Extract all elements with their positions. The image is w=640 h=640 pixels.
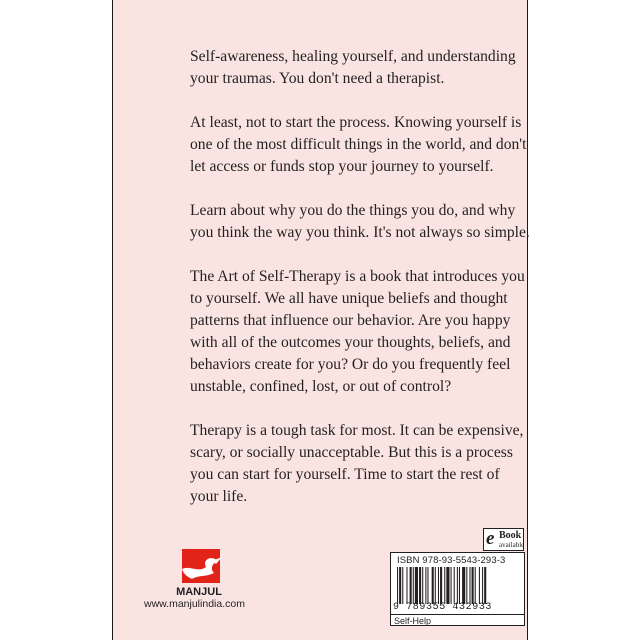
blurb-paragraph-5: Therapy is a tough task for most. It can be expensive, scary, or socially unacceptable. But this is a process you can start for yourself. Time to start the rest of your life. bbox=[190, 422, 524, 505]
barcode-bar bbox=[444, 567, 445, 604]
barcode-bar bbox=[399, 567, 401, 604]
barcode-bar bbox=[425, 567, 426, 604]
barcode-bar bbox=[484, 567, 486, 604]
blurb-paragraph-2: At least, not to start the process. Knowing yourself is one of the most difficult things in the world, and don't let access or funds stop your journey to yourself. bbox=[190, 114, 527, 175]
back-cover bbox=[112, 0, 528, 640]
barcode-bar bbox=[427, 567, 428, 604]
barcode-bar bbox=[397, 567, 398, 604]
barcode-bar bbox=[479, 567, 480, 604]
barcode-bar bbox=[406, 567, 407, 604]
manjul-logo bbox=[168, 547, 230, 599]
barcode-bar bbox=[402, 567, 403, 604]
barcode-digits: 9 789355 432933 bbox=[393, 602, 493, 613]
blurb-paragraph-1: Self-awareness, healing yourself, and understanding your traumas. You don't need a therapist. bbox=[190, 48, 516, 87]
barcode-bar bbox=[459, 567, 460, 604]
publisher-name: MANJUL bbox=[176, 586, 222, 598]
barcode-bar bbox=[457, 567, 458, 604]
blurb-paragraph-3: Learn about why you do the things you do, and why you think the way you think. It's not always so simple. bbox=[190, 202, 530, 241]
ebook-available-label: available bbox=[499, 541, 525, 549]
book-category: Self-Help bbox=[391, 614, 524, 626]
barcode-bar bbox=[475, 567, 476, 604]
publisher-website: www.manjulindia.com bbox=[144, 598, 245, 610]
ebook-badge bbox=[483, 528, 524, 551]
barcode-bar bbox=[482, 567, 483, 604]
barcode-bar bbox=[438, 567, 439, 604]
barcode-bar bbox=[410, 567, 412, 604]
blurb-paragraph-4: The Art of Self-Therapy is a book that introduces you to yourself. We all have unique beliefs and thought patterns that influence our behavior. Are you happy with all of the outcomes your thoughts, beliefs, and behaviors create for you? Or do you frequently feel unstable, confined, lost, or out of control? bbox=[190, 268, 525, 395]
barcode-bar bbox=[472, 567, 474, 604]
blurb-text bbox=[190, 46, 530, 530]
barcode-bar bbox=[413, 567, 414, 604]
barcode-bar bbox=[466, 567, 467, 604]
barcode-bar bbox=[469, 567, 470, 604]
barcode-bar bbox=[422, 567, 423, 604]
isbn-label: ISBN 978-93-5543-293-3 bbox=[397, 555, 506, 566]
barcode-bar bbox=[432, 567, 434, 604]
isbn-box bbox=[390, 552, 525, 626]
barcode-bar bbox=[462, 567, 465, 604]
barcode-bar bbox=[440, 567, 442, 604]
ebook-book-label: Book bbox=[499, 530, 522, 541]
barcode-bar bbox=[451, 567, 452, 604]
barcode-bar bbox=[419, 567, 421, 604]
barcode bbox=[397, 567, 519, 604]
barcode-bar bbox=[415, 567, 418, 604]
ebook-e-letter: e bbox=[486, 528, 495, 549]
barcode-bar bbox=[446, 567, 449, 604]
barcode-bar bbox=[454, 567, 455, 604]
barcode-bar bbox=[435, 567, 436, 604]
